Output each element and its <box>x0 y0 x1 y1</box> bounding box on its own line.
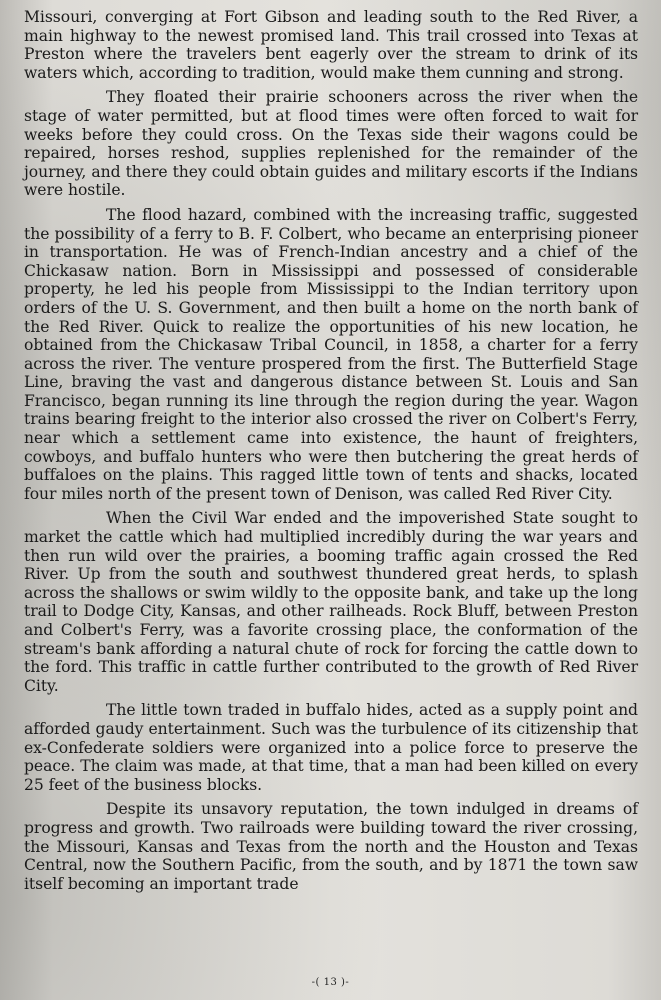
paragraph-6: Despite its unsavory reputation, the town indulged in dreams of progress and growth. Two railroads were building toward the river crossing, the Missouri, Kansas and Texas from the north and the Houston and Texas Central, now the Southern Pacific, from the south, and by 1871 the town saw itself becoming an important trade <box>24 800 638 893</box>
paragraph-1: Missouri, converging at Fort Gibson and leading south to the Red River, a main highway to the newest promised land. This trail crossed into Texas at Preston where the travelers bent eagerly over the stream to drink of its waters which, according to tradition, would make them cunning and strong. <box>24 8 638 82</box>
body-text <box>24 8 638 899</box>
paragraph-4: When the Civil War ended and the impoverished State sought to market the cattle which had multiplied incredibly during the war years and then run wild over the prairies, a booming traffic again crossed the Red River. Up from the south and southwest thundered great herds, to splash across the shallows or swim wildly to the opposite bank, and take up the long trail to Dodge City, Kansas, and other railheads. Rock Bluff, between Preston and Colbert's Ferry, was a favorite crossing place, the conformation of the stream's bank affording a natural chute of rock for forcing the cattle down to the ford. This traffic in cattle further contributed to the growth of Red River City. <box>24 509 638 695</box>
paragraph-5: The little town traded in buffalo hides, acted as a supply point and afforded gaudy entertainment. Such was the turbulence of its citizenship that ex-Confederate soldiers were organized into a police force to preserve the peace. The claim was made, at that time, that a man had been killed on every 25 feet of the business blocks. <box>24 701 638 794</box>
page-number: -( 13 )- <box>311 977 350 988</box>
paragraph-2: They floated their prairie schooners across the river when the stage of water permitted, but at flood times were often forced to wait for weeks before they could cross. On the Texas side their wagons could be repaired, horses reshod, supplies replenished for the remainder of the journey, and there they could obtain guides and military escorts if the Indians were hostile. <box>24 88 638 200</box>
paragraph-3: The flood hazard, combined with the increasing traffic, suggested the possibility of a ferry to B. F. Colbert, who became an enterprising pioneer in transportation. He was of French-Indian ancestry and a chief of the Chickasaw nation. Born in Mississippi and possessed of considerable property, he led his people from Mississippi to the Indian territory upon orders of the U. S. Government, and then built a home on the north bank of the Red River. Quick to realize the opportunities of his new location, he obtained from the Chickasaw Tribal Council, in 1858, a charter for a ferry across the river. The venture prospered from the first. The Butterfield Stage Line, braving the vast and dangerous distance between St. Louis and San Francisco, began running its line through the region during the year. Wagon trains bearing freight to the interior also crossed the river on Colbert's Ferry, near which a settlement came into existence, the haunt of freighters, cowboys, and buffalo hunters who were then butchering the great herds of buffaloes on the plains. This ragged little town of tents and shacks, located four miles north of the present town of Denison, was called Red River City. <box>24 205 638 503</box>
